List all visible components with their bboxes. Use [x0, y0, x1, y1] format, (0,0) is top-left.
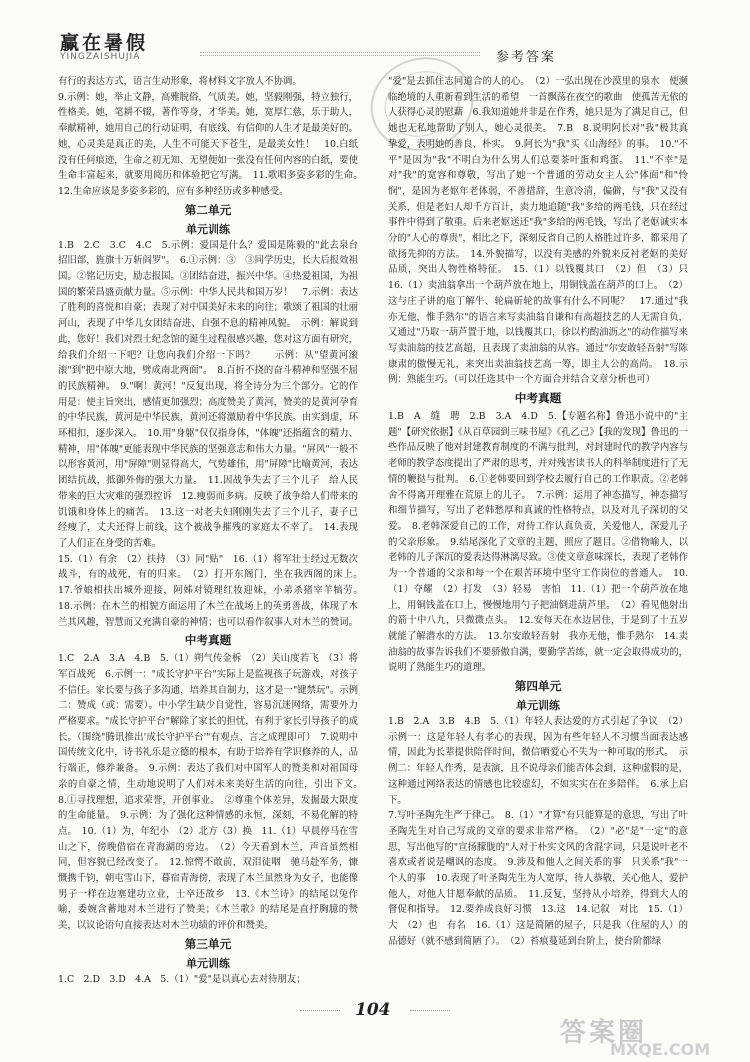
answer-paragraph: 7.写叶圣陶先生严于律己。 8.（1）"才算"有只能算是的意思，写出了叶圣陶先生对自己写成的文章的要求非常严格。 （2）"必"是"一定"的意思，写出他写的"宣扬朦胧的"人对于朴实文风的含混字词，只是说叶老不喜欢或者说是嘲讽的态度。 9.涉及和他人之间关系的事 只关系"我"一个人的事 10.表现了叶圣陶先生为人宽厚，待人恭敬，关心他人，爱护他人，对他人甘愿奉献的品质。 11.反复，坚持从小培养，得到大人的督促和指导。 12.要养成良好习惯 13.这 14.记叙 对比 15.（1）大 （2）也 有名 16.（1）这是简陋的屋子，只是我（住屋的人）的品德好（就不感到简陋了）。 （2）苔痕蔓延到台阶上，使台阶都绿	[388, 810, 688, 947]
answer-paragraph: 9.示例：她，举止文静，高雅脱俗，气质美。她，坚毅刚强，特立独行，性格美。她，笔耕不辍，著作等身，才华美。她，宽厚仁慈，乐于助人，奉献精神，她用自己的行动证明，有底线、有信仰的人生才是最美好的。她，心灵美是真正的美，人生不可能天下苍生，是最美女性！ 10.白纸没有任何痕迹，生命之初无知、无望便如一张没有任何内容的白纸，要使生命丰富起来，就要用阅历和体验把它写满。 11.歌唱多姿多彩的生命。 12.生命应该是多姿多彩的，应有多种经历或多种感受。	[58, 91, 368, 197]
unit-heading: 第四单元	[514, 679, 562, 694]
unit-heading: 中考真题	[514, 391, 562, 406]
watermark-text: 答案圈	[560, 1018, 648, 1048]
answer-paragraph: "爱"是去抓住志同道合的人的心。 （2）一弘出现在沙漠里的泉水 使濒临绝境的人重新看到生活的希望 一首飘荡在夜空的歌曲 使孤苦无依的人获得心灵的慰藉 6.我知道她并非是在作秀，她只是为了满足自己，但她也无私地帮助了别人，她心灵很美。 7.B 8.说明阿长对"我"极其真挚爱，表明她的善良、朴实。 9.阿长为"我"买《山海经》的事。 10."不平"是因为"我"不明白为什么男人们总要茶叶蛋和鸡蛋。 11."不幸"是对"我"的宽容和尊敬，写出了她一个普通的劳动女主人公"体面"和"怜悯"，是因为老妪年老体弱，不善措辞，生意冷清，偏僻，与"我"又没有关系，但是老妇人却千方百计，卖力地追随"我"多给的两毛钱，只在经过事件中得到了敬重。后来老妪送还"我"多给的两毛钱，写出了老妪诚实本分的"人心的尊贵"，相比之下，深刻反省自己的人格胜过许多，都采用了欲扬先抑的方法。 14.外貌描写，以没有美感的外貌来反衬老妪的美好品质，突出人物性格特征。 15.（1）以钱覆其口 （2）但 （3）只 16.（1）卖油翁拿出一个葫芦放在地上，用铜钱盖在葫芦的口上。 （2）这与庄子讲的庖丁解牛、轮扁斫轮的故事有什么不同呢？ 17.通过"我亦无他，惟手熟尔"的语言来写卖油翁自谦和有高超技艺的人无需自负，又通过"乃取一葫芦置于地，以钱覆其口，徐以杓酌油沥之"的动作描写来写卖油翁的技艺高超，且表现了卖油翁的从容。通过"尔安敢轻吾射"写陈康肃的傲慢无礼，来突出卖油翁技艺高一筹，即主人公的高尚。 18.示例：熟能生巧。（可以任选其中一个方面合并结合文章分析也可）	[388, 76, 698, 386]
header-divider	[200, 52, 480, 56]
answer-paragraph: 1.B 2.A 3.B 4.B 5.（1）年轻人表达爱的方式引起了争议 （2）示例一：这是年轻人有孝心的表现，因为有些年轻人不习惯当面表达感情，因此为长辈提供陪伴时间，微信晒爱心不失为一种可取的形式。 示例二：年轻人作秀，是表演，且不说母亲们能否体会到，这种虚假的是，这种通过网络表达的情感也比较虚幻，不如实实在在多陪伴。 6.承上启下。	[388, 716, 689, 806]
answer-paragraph: 1.B 2.C 3.C 4.C 5.示例：爱国是什么？爱国是陈毅的"此去泉台招旧部，旌旗十万斩阎罗"。 6.①示例：③ ③同学历史，长大后报效祖国。②铭记历史，励志报国。③团结奋进，振兴中华。④热爱祖国，为祖国的繁荣昌盛贡献力量。⑤示例：中华人民共和国万岁！ 7.示例：表达了胜利的喜悦和自豪；表现了对中国美好未来的向往；歌颂了祖国的壮丽河山，表现了中华儿女团结奋进、自强不息的精神风貌。 示例：解说到此，您好！我们对烈士纪念馆的诞生过程很感兴趣，您对这方面有研究，给我们介绍一下吧？让您向我们介绍一下吗？ 示例：从"望黄河滚滚"到"把中原大地，劈成南北两面"。 8.百折不挠的奋斗精神和坚强不屈的民族精神。 9."啊！黄河！"反复出现，将全诗分为三个部分。它的作用是：使主旨突出，感情更加强烈；高度赞美了黄河，赞美的是黄河孕育的中华民族，黄河是中华民族，黄河还将激励着中华民族。由实到虚，环环相扣，逐步深入。 10.用"身躯"仅仅指身体，"体魄"还指蕴含的精力、精神，用"体魄"更能表现中华民族的坚强意志和伟大力量。"屏风"一般不以形容黄河，用"屏障"则显得高大，气势雄伟，用"屏障"比喻黄河，表达团结抗战，抵御外侮的强大力量。 11.因战争失去了三个儿子 给人民带来的巨大灾难的强烈控诉 12.瘦弱而多病。反映了战争给人们带来的饥饿和身体上的痛苦。 13.这一对老夫妇刚刚失去了三个儿子，妻子已经瘦了，丈夫还得上前线，这个被战争摧残的家庭太不幸了。 14.表现了人们正在身受的苦难。	[58, 239, 359, 549]
subsection-heading: 单元训练	[516, 699, 560, 713]
page-number-deco-left	[300, 1010, 340, 1012]
answer-paragraph: 15.（1）有余 （2）扶持 （3）同"贴" 16.（1）将军壮士经过无数次战斗，有的战死，有的归来。 （2）打开东阁门，坐在我西阁的床上。 17.爷娘相扶出城外迎接，阿姊对镜理红妆迎妹，小弟杀猪宰羊犒劳。 18.示例：在木兰的相貌方面运用了木兰在战场上的英勇善战，体现了木兰其风趣，智慧而又充满自豪的神情；也可以看作叙事人对木兰的赞词。	[58, 553, 368, 628]
unit-heading: 中考真题	[184, 633, 232, 648]
right-column	[388, 74, 698, 950]
page-number-deco-right	[410, 1010, 450, 1012]
section-title: 参考答案	[496, 50, 557, 65]
subsection-heading: 单元训练	[186, 222, 230, 236]
brand-pinyin: YINGZAISHUJIA	[60, 52, 141, 62]
left-column	[58, 74, 368, 988]
answer-paragraph: 1.C 2.D 3.D 4.A 5.（1）"爱"是以真心去对待朋友；	[58, 973, 306, 985]
watermark-url: MXQE.COM	[610, 1040, 711, 1059]
unit-heading: 第二单元	[184, 202, 232, 217]
unit-heading: 第三单元	[184, 936, 232, 951]
answer-paragraph: 1.B A 缝 聘 2.B 3.A 4.D 5.【专题名称】鲁迅小说中的"主题"【研究依据】《从百草园到三味书屋》《孔乙己》【我的发现】鲁迅的一些作品反映了他对封建教育制度的不满与批判，对封建时代的教学内容与老师的教学态度提出了严肃的思考，并对残害读书人的科举制度进行了无情的鞭挞与批判。 6.①老韩要回到学校去履行自己的工作职责。②老韩舍不得离开理雅在荒原上的儿子。 7.示例：运用了神态描写，神态描写和细节描写，写出了老韩愁厚和真诚的性格特点，以及对儿子深切的父爱。 8.老韩深爱自己的工作，对待工作认真负责，关爱他人，深爱儿子的父亲形象。 9.结尾深化了文章的主题，照应了题目。②借物喻人，以老韩的儿子深沉的爱表达得淋漓尽致。③使文章意味深长，表现了老韩作为一个普通的父亲和每一个在艰苦环境中坚守工作岗位的普通人。 10.（1）夺耀 （2）打发 （3）轻易 害怕 11.（1）把一个葫芦放在地上，用铜钱盖在口上，慢慢地用勺子把油倒进葫芦里。 （2）看见他射出的箭十中八九，只微微点头。 12.安每天在水边居住，于是到了十五岁就能了解潜水的方法。 13.尔安敢轻吾射 我亦无他，惟手熟尔 14.卖油翁的故事告诉我们不要骄傲自满，要勤学苦练，就一定会取得成功的，说明了熟能生巧的道理。	[388, 411, 689, 674]
brand-title: 赢在暑假	[60, 32, 149, 54]
page-number: 104	[355, 1000, 391, 1020]
page-header	[0, 0, 750, 70]
answer-paragraph: 有行的表达方式，语言生动形象，将材料文字放人不协调。	[58, 76, 302, 87]
answer-paragraph: 1.C 2.A 3.A 4.B 5.（1）朔气传金柝 （2）关山度若飞 （3）将军百战死 6.示例一："成长守护平台"实际上是监视孩子玩游戏，对孩子不信任。家长要与孩子多沟通，培养其自制力，这才是一"键禁玩"。示例二：赞成（或：需要）。中小学生缺少自觉性，容易沉迷网络，需要外力严格要求。"成长守护平台"解除了家长的担忧，有利于家长引导孩子的成长。（围绕"腾讯推出'成长守护平台'"有观点、言之成理即可） 7.说明中国传统文化中，诗书礼乐是立德的根本，有助于培养有学识修养的人，品行端正，修养兼备。 9.示例：表达了我们对中国军人的赞美和对祖国母亲的自豪之情，生动地说明了人们对未来美好生活的向往，引出下文。 8.①寻找理想，追求荣誉，开创事业。 ②尊重个体差异，发掘最大限度的生命能量。 9.示例：为了强化这种情感的永恒，深刻，不易化解的特点。 10.（1）为，年纪小 （2）北方（3）换 11.（1）早晨停马在雪山之下，傍晚借宿在青海湖的旁边。 （2）今天看到木兰，声音虽然相同，但容貌已经改变了。 12.惊愕不敢前，双泪徒咽 驰马赴军务，慷慨携千钧，朝屯雪山下，暮宿青海傍，表现了木兰虽然身为女子，也能像男子一样在边塞建功立业，士卒还故乡 13.《木兰诗》的结尾以兔作喻，委婉含蓄地对木兰进行了赞美；《木兰歌》的结尾是直抒胸臆的赞美，以议论语句直接表达对木兰功绩的评价和赞美。	[58, 653, 368, 932]
subsection-heading: 单元训练	[186, 956, 230, 970]
